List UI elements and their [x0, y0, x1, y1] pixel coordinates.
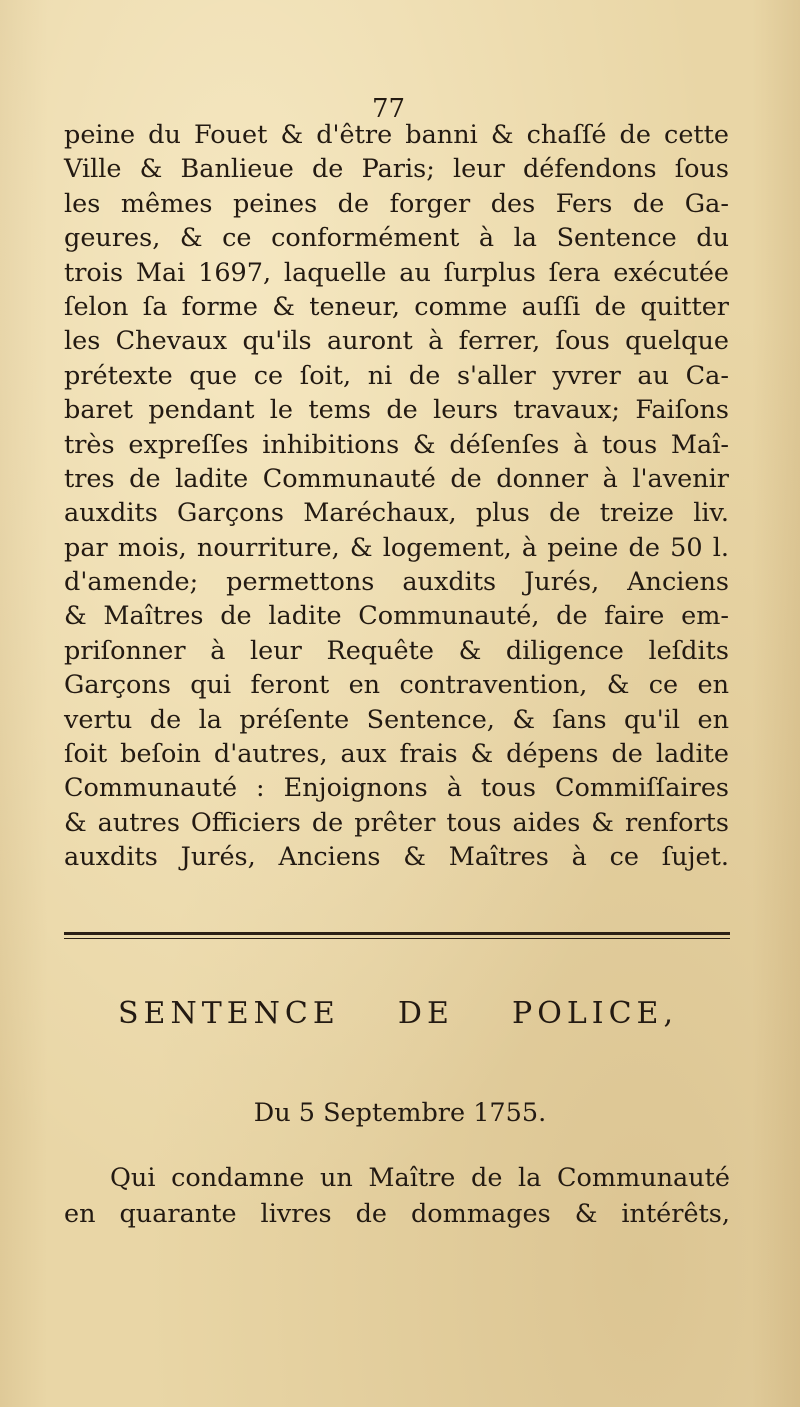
text-line: les Chevaux qu'ils auront à ferrer, ſous quelque — [64, 326, 729, 357]
text-line: tres de ladite Communauté de donner à l'avenir — [64, 463, 729, 494]
summary-text — [64, 1160, 730, 1232]
text-line: vertu de la préſente Sentence, & ſans qu'il en — [64, 704, 729, 735]
summary-line: en quarante livres de dommages & intérêts, — [64, 1199, 730, 1229]
body-text — [64, 118, 729, 875]
text-line: geures, & ce conformément à la Sentence du — [64, 223, 729, 254]
text-line: très expreſſes inhibitions & déſenſes à tous Maî- — [64, 429, 729, 460]
text-line: Communauté : Enjoignons à tous Commiſſaires — [64, 773, 729, 804]
text-line: baret pendant le tems de leurs travaux; Faiſons — [64, 395, 729, 426]
text-line: auxdits Jurés, Anciens & Maîtres à ce ſujet. — [64, 842, 729, 873]
section-heading: SENTENCE DE POLICE, — [118, 996, 678, 1031]
text-line: peine du Fouet & d'être banni & chaſſé de cette — [64, 120, 729, 150]
text-line: & Maîtres de ladite Communauté, de faire em- — [64, 601, 729, 632]
text-line: prétexte que ce ſoit, ni de s'aller yvrer au Ca- — [64, 360, 729, 391]
text-line: ſelon ſa forme & teneur, comme auſſi de quitter — [64, 291, 729, 322]
summary-line: Qui condamne un Maître de la Communauté — [110, 1163, 730, 1193]
text-line: priſonner à leur Requête & diligence leſdits — [64, 635, 729, 666]
text-line: d'amende; permettons auxdits Jurés, Anciens — [64, 567, 729, 598]
text-line: Ville & Banlieue de Paris; leur défendons ſous — [64, 154, 729, 185]
date-line: Du 5 Septembre 1755. — [253, 1098, 547, 1128]
page-number: 77 — [372, 94, 406, 124]
text-line: trois Mai 1697, laquelle au ſurplus ſera exécutée — [64, 257, 729, 288]
text-line: Garçons qui feront en contravention, & ce en — [64, 670, 729, 701]
text-line: & autres Officiers de prêter tous aides & renforts — [64, 807, 729, 838]
text-line: ſoit beſoin d'autres, aux frais & dépens de ladite — [64, 739, 729, 770]
text-line: par mois, nourriture, & logement, à peine de 50 l. — [64, 532, 729, 563]
divider-thin-rule — [64, 938, 730, 939]
section-divider — [64, 932, 730, 939]
text-line: auxdits Garçons Maréchaux, plus de treize liv. — [64, 498, 729, 529]
text-line: les mêmes peines de forger des Fers de Ga- — [64, 188, 729, 219]
divider-thick-rule — [64, 932, 730, 935]
